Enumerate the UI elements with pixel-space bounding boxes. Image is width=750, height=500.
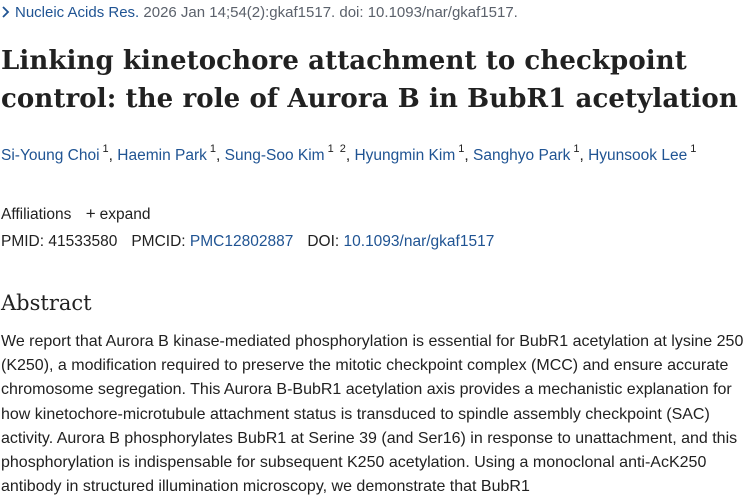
expand-label: expand — [99, 206, 151, 223]
affiliation-number[interactable]: 1 — [573, 143, 580, 155]
pmid-label: PMID: — [1, 233, 45, 250]
abstract-heading: Abstract — [1, 291, 92, 315]
identifiers-row — [1, 232, 494, 252]
affiliation-number[interactable]: 2 — [339, 143, 346, 155]
citation-details: 2026 Jan 14;54(2):gkaf1517. doi: 10.1093/nar/gkaf1517. — [139, 4, 518, 21]
author-separator: , — [345, 147, 355, 165]
article-title: Linking kinetochore attachment to checkpoint control: the role of Aurora B in BubR1 acetylation — [1, 46, 738, 114]
citation-line — [1, 3, 518, 23]
author-link[interactable]: Haemin Park — [117, 147, 207, 165]
chevron-right-icon[interactable] — [1, 3, 15, 23]
affiliation-markers — [103, 143, 109, 155]
author-separator: , — [216, 147, 225, 165]
journal-link[interactable]: Nucleic Acids Res. — [15, 4, 140, 21]
author-link[interactable]: Hyungmin Kim — [354, 147, 456, 165]
author-item — [472, 143, 589, 165]
author-item — [588, 143, 697, 165]
author-item — [117, 143, 225, 165]
doi-label: DOI: — [307, 233, 340, 250]
author-item — [224, 143, 355, 165]
plus-icon: + — [85, 204, 96, 223]
affiliation-markers — [210, 143, 216, 155]
affiliation-number[interactable]: 1 — [102, 143, 109, 155]
author-link[interactable]: Hyunsook Lee — [588, 147, 688, 165]
affiliation-markers — [458, 143, 464, 155]
pmcid-link[interactable]: PMC12802887 — [189, 233, 294, 250]
pmid-value: 41533580 — [48, 233, 118, 250]
affiliation-number[interactable]: 1 — [458, 143, 465, 155]
affiliation-markers — [328, 143, 346, 155]
affiliation-number[interactable]: 1 — [690, 143, 697, 155]
affiliation-markers — [573, 143, 579, 155]
affiliation-number[interactable]: 1 — [209, 143, 216, 155]
affiliation-number[interactable]: 1 — [327, 143, 334, 155]
author-separator: , — [108, 147, 118, 165]
author-separator: , — [464, 147, 473, 165]
author-link[interactable]: Si-Young Choi — [1, 147, 100, 165]
affiliations-row — [1, 204, 150, 225]
author-item — [1, 143, 118, 165]
author-link[interactable]: Sung-Soo Kim — [224, 147, 325, 165]
author-list — [1, 139, 741, 168]
affiliation-markers — [690, 143, 696, 155]
affiliations-label: Affiliations — [1, 206, 72, 223]
expand-affiliations-button[interactable] — [86, 206, 151, 223]
doi-link[interactable]: 10.1093/nar/gkaf1517 — [343, 233, 495, 250]
author-item — [354, 143, 473, 165]
author-link[interactable]: Sanghyo Park — [472, 147, 571, 165]
author-separator: , — [579, 147, 589, 165]
pmcid-label: PMCID: — [131, 233, 186, 250]
abstract-text: We report that Aurora B kinase-mediated phosphorylation is essential for BubR1 acetylation at lysine 250 (K250), a modification required to preserve the mitotic checkpoint complex (MCC) and ensure accurate chromosome segregation. This Aurora B-BubR1 acetylation axis provides a mechanistic explanation for how kinetochore-microtubule attachment status is transduced to spindle assembly checkpoint (SAC) activity. Aurora B phosphorylates BubR1 at Serine 39 (and Ser16) in response to unattachment, and this phosphorylation is indispensable for subsequent K250 acetylation. Using a monoclonal anti-AcK250 antibody in structured illumination microscopy, we demonstrate that BubR1 — [1, 333, 744, 496]
